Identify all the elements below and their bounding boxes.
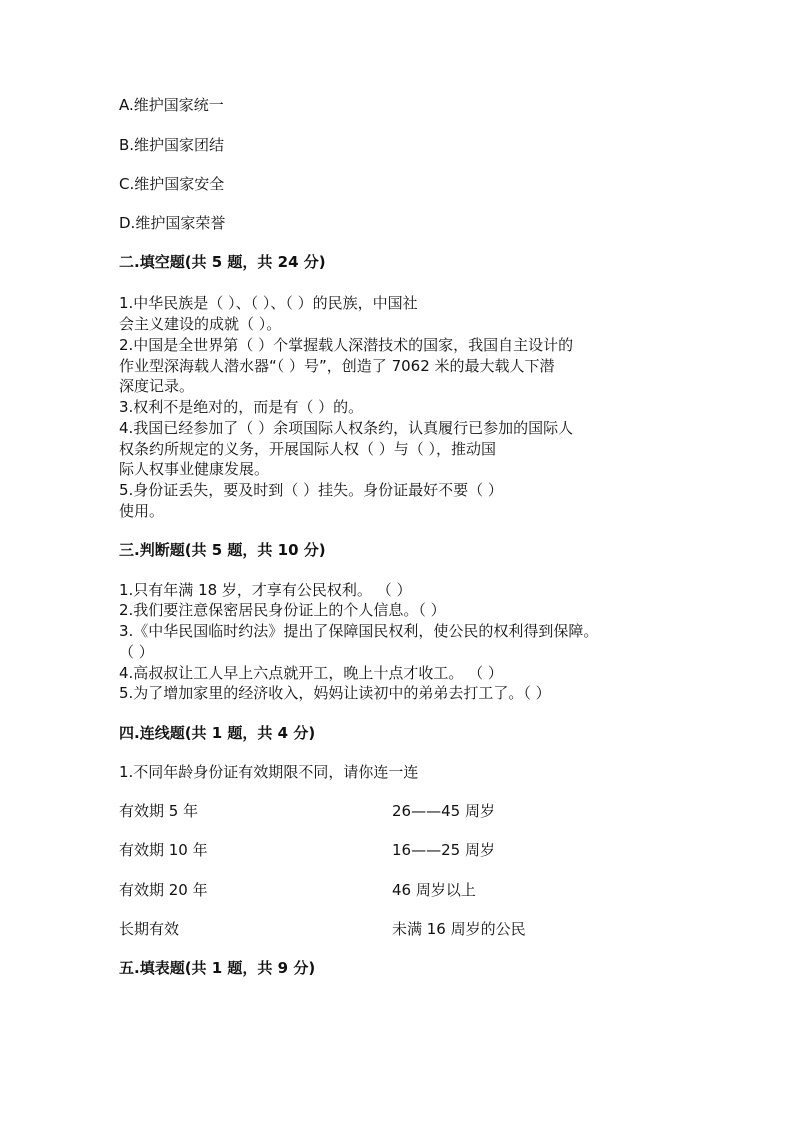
option-d: D.维护国家荣誉 [119,214,226,232]
fill-blank-line: 1.中华民族是（ ）、（ ）、（ ）的民族，中国社 [119,294,418,312]
matching-right-item: 46 周岁以上 [392,881,476,899]
matching-left-item: 有效期 5 年 [119,802,199,820]
fill-blank-line: 4.我国已经参加了（ ）余项国际人权条约，认真履行已参加的国际人 [119,419,574,437]
matching-right-item: 16——25 周岁 [392,841,495,859]
fill-blank-line: 深度记录。 [119,377,195,395]
true-false-line: 4.高叔叔让工人早上六点就开工，晚上十点才收工。 （ ） [119,664,503,682]
option-a: A.维护国家统一 [119,96,224,114]
fill-blank-line: 使用。 [119,502,165,520]
section-title-true-false: 三.判断题(共 5 题，共 10 分) [119,541,326,559]
true-false-line: 2.我们要注意保密居民身份证上的个人信息。（ ） [119,601,446,619]
true-false-line: 1.只有年满 18 岁，才享有公民权利。 （ ） [119,581,412,599]
fill-blank-line: 2.中国是全世界第（ ）个掌握载人深潜技术的国家，我国自主设计的 [119,336,574,354]
fill-blank-line: 权条约所规定的义务，开展国际人权（ ）与（ ），推动国 [119,440,497,458]
matching-right-item: 未满 16 周岁的公民 [392,920,526,938]
section-title-table-fill: 五.填表题(共 1 题，共 9 分) [119,959,316,977]
true-false-line: 5.为了增加家里的经济收入，妈妈让读初中的弟弟去打工了。（ ） [119,684,551,702]
fill-blank-line: 3.权利不是绝对的，而是有（ ）的。 [119,398,364,416]
matching-left-item: 有效期 10 年 [119,841,208,859]
option-b: B.维护国家团结 [119,136,225,154]
section-title-fill-blank: 二.填空题(共 5 题，共 24 分) [119,253,326,271]
matching-question: 1.不同年龄身份证有效期限不同，请你连一连 [119,763,419,781]
fill-blank-line: 5.身份证丢失，要及时到（ ）挂失。身份证最好不要（ ） [119,481,503,499]
fill-blank-line: 作业型深海载人潜水器“（ ）号”，创造了 7062 米的最大载人下潜 [119,357,555,375]
fill-blank-line: 会主义建设的成就（ ）。 [119,315,282,333]
matching-left-item: 有效期 20 年 [119,881,208,899]
matching-left-item: 长期有效 [119,920,180,938]
true-false-line: （ ） [119,643,154,661]
matching-right-item: 26——45 周岁 [392,802,495,820]
section-title-matching: 四.连线题(共 1 题，共 4 分) [119,724,316,742]
option-c: C.维护国家安全 [119,175,225,193]
fill-blank-line: 际人权事业健康发展。 [119,460,270,478]
true-false-line: 3.《中华民国临时约法》提出了保障国民权利，使公民的权利得到保障。 [119,622,599,640]
